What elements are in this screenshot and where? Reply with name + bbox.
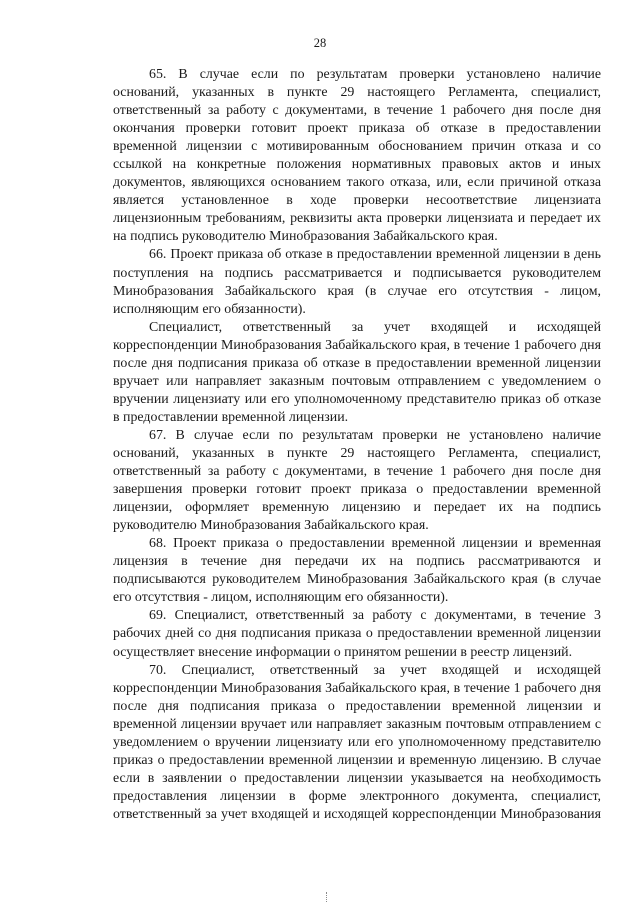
paragraph-70: 70. Специалист, ответственный за учет входящей и исходящей корреспонденции Минобразования Забайкальского края, в течение 1 рабочего дня после дня подписания приказа о предоставлении временной лицензии и временной лицензии вручает или направляет заказным почтовым отправлением с уведомлением о вручении лицензиату или его уполномоченному представителю приказ о предоставлении временной лицензии и временную лицензию. В случае если в заявлении о предоставлении лицензии указывается на необходимость предоставления лицензии в форме электронного документа, специалист, ответственный за учет входящей и исходящей корреспонденции Минобразования: [113, 662, 601, 822]
document-body: [113, 66, 601, 824]
paragraph-66-specialist: Специалист, ответственный за учет входящей и исходящей корреспонденции Минобразования Забайкальского края, в течение 1 рабочего дня после дня подписания приказа об отказе в предоставлении временной лицензии вручает или направляет заказным почтовым отправлением с уведомлением о вручении лицензиату или его уполномоченному представителю приказ об отказе в предоставлении временной лицензии.: [113, 319, 601, 425]
paragraph-68: 68. Проект приказа о предоставлении временной лицензии и временная лицензия в течение дня передачи их на подпись рассматриваются и подписываются руководителем Минобразования Забайкальского края (в случае его отсутствия - лицом, исполняющим его обязанности).: [113, 536, 601, 606]
paragraph-66: 66. Проект приказа об отказе в предоставлении временной лицензии в день поступления на подпись рассматривается и подписывается руководителем Минобразования Забайкальского края (в случае его отсутствия - лицом, исполняющим его обязанности).: [113, 247, 601, 317]
paragraph-65: 65. В случае если по результатам проверки установлено наличие оснований, указанных в пункте 29 настоящего Регламента, специалист, ответственный за работу с документами, в течение 1 рабочего дня после дня окончания проверки готовит проект приказа об отказе в предоставлении временной лицензии с мотивированным обоснованием причин отказа и со ссылкой на конкретные положения нормативных правовых актов и иных документов, являющихся основанием такого отказа, или, если причиной отказа является установленное в ходе проверки несоответствие лицензиата лицензионным требованиям, реквизиты акта проверки лицензиата и передает их на подпись руководителю Минобразования Забайкальского края.: [113, 67, 601, 245]
paragraph-67: 67. В случае если по результатам проверки не установлено наличие оснований, указанных в пункте 29 настоящего Регламента, специалист, ответственный за работу с документами, в течение 1 рабочего дня после дня завершения проверки готовит проект приказа о предоставлении временной лицензии, оформляет временную лицензию и передает их на подпись руководителю Минобразования Забайкальского края.: [113, 427, 601, 534]
paragraph-69: 69. Специалист, ответственный за работу с документами, в течение 3 рабочих дней со дня подписания приказа о предоставлении временной лицензии осуществляет внесение информации о принятом решении в реестр лицензий.: [113, 608, 601, 660]
scan-speck: [326, 892, 329, 902]
page-number: 28: [313, 36, 327, 50]
